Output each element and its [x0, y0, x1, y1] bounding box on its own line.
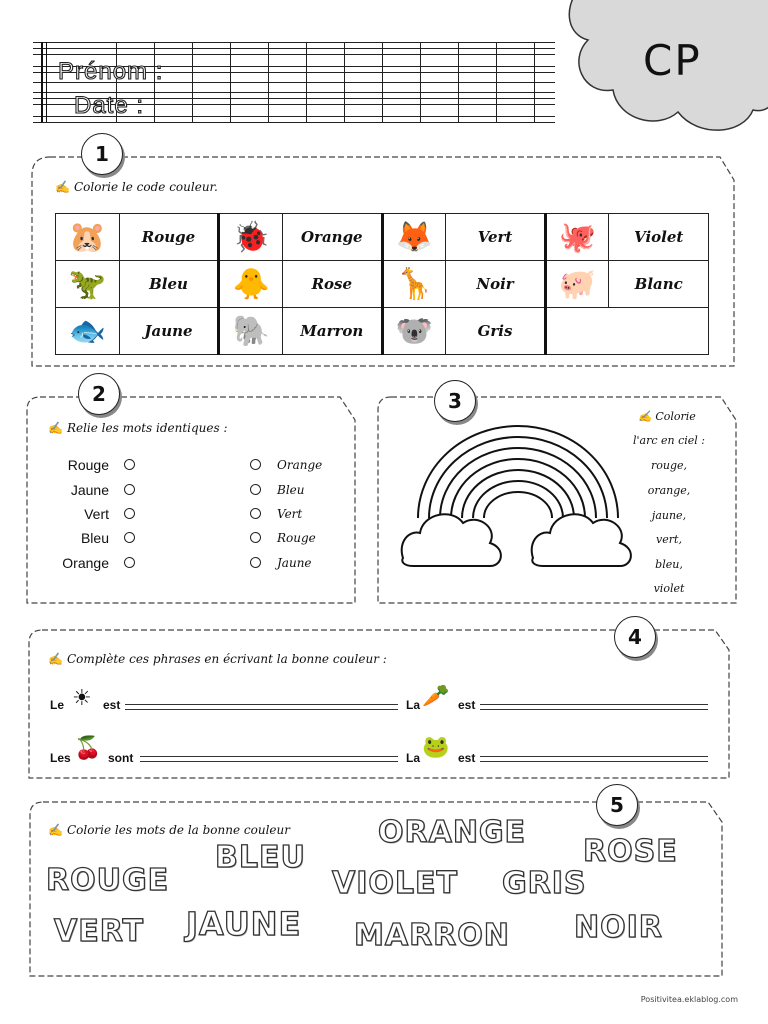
giraffe-icon[interactable]: 🦒: [382, 261, 446, 308]
outlined-word[interactable]: ORANGE: [378, 815, 527, 850]
color-word: Violet: [609, 214, 709, 261]
dinosaur-icon[interactable]: 🦖: [56, 261, 120, 308]
color-code-row: [56, 308, 709, 355]
sentence-article: La: [406, 751, 421, 765]
answer-line[interactable]: [140, 756, 398, 762]
match-right-dot[interactable]: [250, 484, 261, 495]
pencil-icon: ✍: [48, 652, 63, 666]
color-word: Rouge: [119, 214, 219, 261]
sentence-verb: est: [458, 751, 476, 765]
rainbow-instruction-line: rouge,: [650, 459, 687, 472]
match-left-dot[interactable]: [124, 557, 135, 568]
section-3-number: 3: [434, 380, 476, 422]
section-2-instruction: ✍ Relie les mots identiques :: [48, 421, 228, 435]
match-left-word: Bleu: [80, 530, 109, 546]
outlined-word[interactable]: ROUGE: [46, 863, 170, 898]
sentence-article: Les: [50, 751, 71, 765]
answer-line[interactable]: [125, 704, 398, 710]
pig-icon[interactable]: 🐖: [545, 261, 609, 308]
rainbow-drawing: [398, 418, 638, 578]
color-code-table: [55, 213, 709, 355]
footer-credit: Positivitea.eklablog.com: [640, 995, 738, 1004]
match-right-word: Jaune: [277, 556, 312, 570]
level-label: CP: [643, 36, 702, 85]
sentence-verb: sont: [108, 751, 134, 765]
sentence-article: Le: [50, 698, 65, 712]
section-5-number: 5: [596, 784, 638, 826]
cherries-icon: 🍒: [74, 736, 102, 761]
section-1-number: 1: [81, 133, 123, 175]
section-4-number: 4: [614, 616, 656, 658]
color-word: Vert: [446, 214, 545, 261]
match-left-word: Orange: [62, 555, 109, 571]
outlined-word[interactable]: VERT: [54, 914, 144, 949]
match-right-word: Vert: [277, 507, 303, 521]
koala-icon[interactable]: 🐨: [382, 308, 446, 355]
outlined-word[interactable]: ROSE: [583, 834, 678, 869]
match-right-dot[interactable]: [250, 459, 261, 470]
fish-icon[interactable]: 🐟: [56, 308, 120, 355]
color-word: Jaune: [119, 308, 219, 355]
pencil-icon: ✍: [48, 421, 63, 435]
outlined-word[interactable]: VIOLET: [332, 866, 458, 901]
sentence-article: La: [406, 698, 421, 712]
color-word: Orange: [282, 214, 382, 261]
date-label: Date :: [74, 92, 145, 119]
answer-line[interactable]: [480, 756, 708, 762]
match-left-word: Rouge: [67, 457, 109, 473]
section-4-instruction: ✍ Complète ces phrases en écrivant la bonne couleur :: [48, 652, 387, 666]
sun-icon: ☀: [72, 686, 92, 711]
match-right-word: Bleu: [277, 483, 305, 497]
rainbow-instruction-line: l'arc en ciel :: [632, 434, 705, 447]
section-1-instruction: ✍ Colorie le code couleur.: [55, 180, 218, 194]
color-word: Rose: [282, 261, 382, 308]
match-right-dot[interactable]: [250, 557, 261, 568]
color-word: Blanc: [609, 261, 709, 308]
outlined-word[interactable]: BLEU: [215, 840, 306, 875]
outlined-word[interactable]: NOIR: [574, 910, 663, 945]
match-left-word: Jaune: [70, 482, 109, 498]
ladybug-icon[interactable]: 🐞: [219, 214, 283, 261]
rainbow-instruction-line: orange,: [647, 484, 691, 497]
match-right-dot[interactable]: [250, 508, 261, 519]
match-left-dot[interactable]: [124, 508, 135, 519]
match-right-word: Orange: [277, 458, 323, 472]
outlined-word[interactable]: GRIS: [502, 866, 587, 901]
rainbow-instruction-line: violet: [653, 582, 685, 595]
chick-icon[interactable]: 🐥: [219, 261, 283, 308]
outlined-word[interactable]: JAUNE: [186, 905, 302, 943]
answer-line[interactable]: [480, 704, 708, 710]
hamster-icon[interactable]: 🐹: [56, 214, 120, 261]
sentence-verb: est: [458, 698, 476, 712]
section-5-instruction: ✍ Colorie les mots de la bonne couleur: [48, 823, 290, 837]
rainbow-instruction-line: bleu,: [655, 558, 683, 571]
match-left-dot[interactable]: [124, 459, 135, 470]
pencil-icon: ✍: [48, 823, 63, 837]
color-word: Marron: [282, 308, 382, 355]
carrot-icon: 🥕: [422, 684, 450, 709]
match-right-dot[interactable]: [250, 532, 261, 543]
color-code-row: [56, 261, 709, 308]
match-left-dot[interactable]: [124, 484, 135, 495]
rainbow-instruction-line: jaune,: [651, 509, 687, 522]
section-2-number: 2: [78, 373, 120, 415]
sentence-verb: est: [103, 698, 121, 712]
color-word: Noir: [446, 261, 545, 308]
octopus-icon[interactable]: 🐙: [545, 214, 609, 261]
match-right-word: Rouge: [277, 531, 316, 545]
outlined-word[interactable]: MARRON: [354, 918, 510, 953]
elephant-icon[interactable]: 🐘: [219, 308, 283, 355]
color-word: Bleu: [119, 261, 219, 308]
pencil-icon: ✍: [55, 180, 70, 194]
match-left-dot[interactable]: [124, 532, 135, 543]
color-word: Gris: [446, 308, 545, 355]
rainbow-instruction-line: vert,: [656, 533, 682, 546]
match-left-word: Vert: [84, 506, 109, 522]
frog-icon: 🐸: [422, 735, 450, 760]
empty-cell: [545, 308, 708, 355]
prenom-label: Prénom :: [58, 58, 164, 85]
rainbow-instruction-line: ✍ Colorie: [638, 410, 696, 423]
color-code-row: [56, 214, 709, 261]
fox-icon[interactable]: 🦊: [382, 214, 446, 261]
